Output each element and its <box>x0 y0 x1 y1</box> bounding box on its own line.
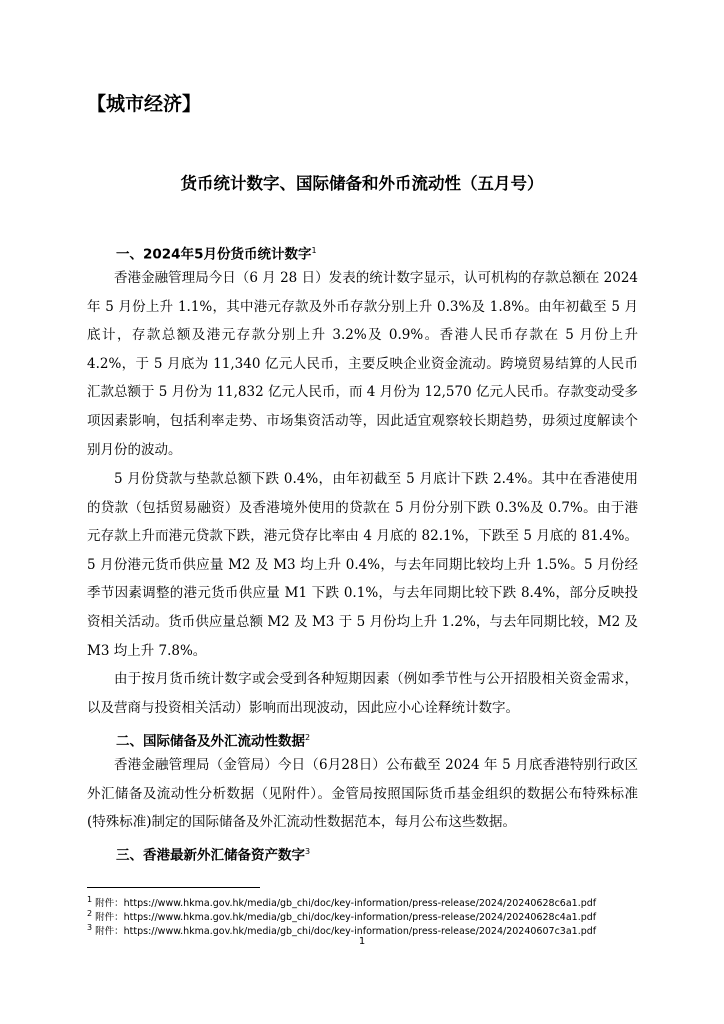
footnote-number: 3 <box>87 923 93 932</box>
page-title: 货币统计数字、国际储备和外币流动性（五月号） <box>180 174 544 193</box>
section-heading-1 <box>116 241 317 265</box>
section-tag: 【城市经济】 <box>87 93 202 115</box>
footnote-link[interactable]: 附件：https://www.hkma.gov.hk/media/gb_chi/doc/key-information/press-release/2024/20240607c3a1.pdf <box>95 926 597 938</box>
section-heading-3-text: 三、香港最新外汇储备资产数字 <box>116 847 305 864</box>
footnote-divider <box>87 887 260 888</box>
paragraph-2-1: 香港金融管理局（金管局）今日（6月28日）公布截至 2024 年 5 月底香港特别行政区外汇储备及流动性分析数据（见附件）。金管局按照国际货币基金组织的数据公布特殊标准(特殊标准)制定的国际储备及外汇流动性数据范本，每月公布这些数据。 <box>87 757 638 831</box>
section-heading-2-text: 二、国际储备及外汇流动性数据 <box>116 733 305 750</box>
section-heading-2 <box>116 728 310 752</box>
footnote-ref-2: 2 <box>305 733 311 742</box>
section-heading-3 <box>116 842 310 866</box>
footnote-ref-1: 1 <box>311 246 317 255</box>
paragraph-1-2: 5 月份贷款与垫款总额下跌 0.4%，由年初截至 5 月底计下跌 2.4%。其中在香港使用的贷款（包括贸易融资）及香港境外使用的贷款在 5 月份分别下跌 0.3%及 0.7%。由于港元存款上升而港元贷款下跌，港元贷存比率由 4 月底的 82.1%，下跌至 5 月底的 81.4%。5 月份港元货币供应量 M2 及 M3 均上升 0.4%，与去年同期比较均上升 1.5%。5 月份经季节因素调整的港元货币供应量 M1 下跌 0.1%，与去年同期比较下跌 8.4%，部分反映投资相关活动。货币供应量总额 M2 及 M3 于 5 月份均上升 1.2%，与去年同期比较，M2 及 M3 均上升 7.8%。 <box>87 471 638 659</box>
footnote-link[interactable]: 附件：https://www.hkma.gov.hk/media/gb_chi/doc/key-information/press-release/2024/20240628c4a1.pdf <box>95 912 597 924</box>
footnote-link[interactable]: 附件：https://www.hkma.gov.hk/media/gb_chi/doc/key-information/press-release/2024/20240628c6a1.pdf <box>95 898 597 910</box>
section-heading-1-text: 一、2024年5月份货币统计数字 <box>116 246 312 263</box>
paragraph-1-3: 由于按月货币统计数字或会受到各种短期因素（例如季节性与公开招股相关资金需求，以及营商与投资相关活动）影响而出现波动，因此应小心诠释统计数字。 <box>87 671 638 716</box>
footnote-number: 1 <box>87 895 93 904</box>
footnote-ref-3: 3 <box>305 847 311 856</box>
paragraph-1-1: 香港金融管理局今日（6 月 28 日）发表的统计数字显示，认可机构的存款总额在 2024 年 5 月份上升 1.1%，其中港元存款及外币存款分别上升 0.3%及 1.8%。由年初截至 5 月底计，存款总额及港元存款分别上升 3.2%及 0.9%。香港人民币存款在 5 月份上升 4.2%，于 5 月底为 11,340 亿元人民币，主要反映企业资金流动。跨境贸易结算的人民币汇款总额于 5 月份为 11,832 亿元人民币，而 4 月份为 12,570 亿元人民币。存款变动受多项因素影响，包括利率走势、市场集资活动等，因此适宜观察较长期趋势，毋须过度解读个别月份的波动。 <box>87 270 638 458</box>
page-number: 1 <box>358 936 366 947</box>
footnote-number: 2 <box>87 909 93 918</box>
